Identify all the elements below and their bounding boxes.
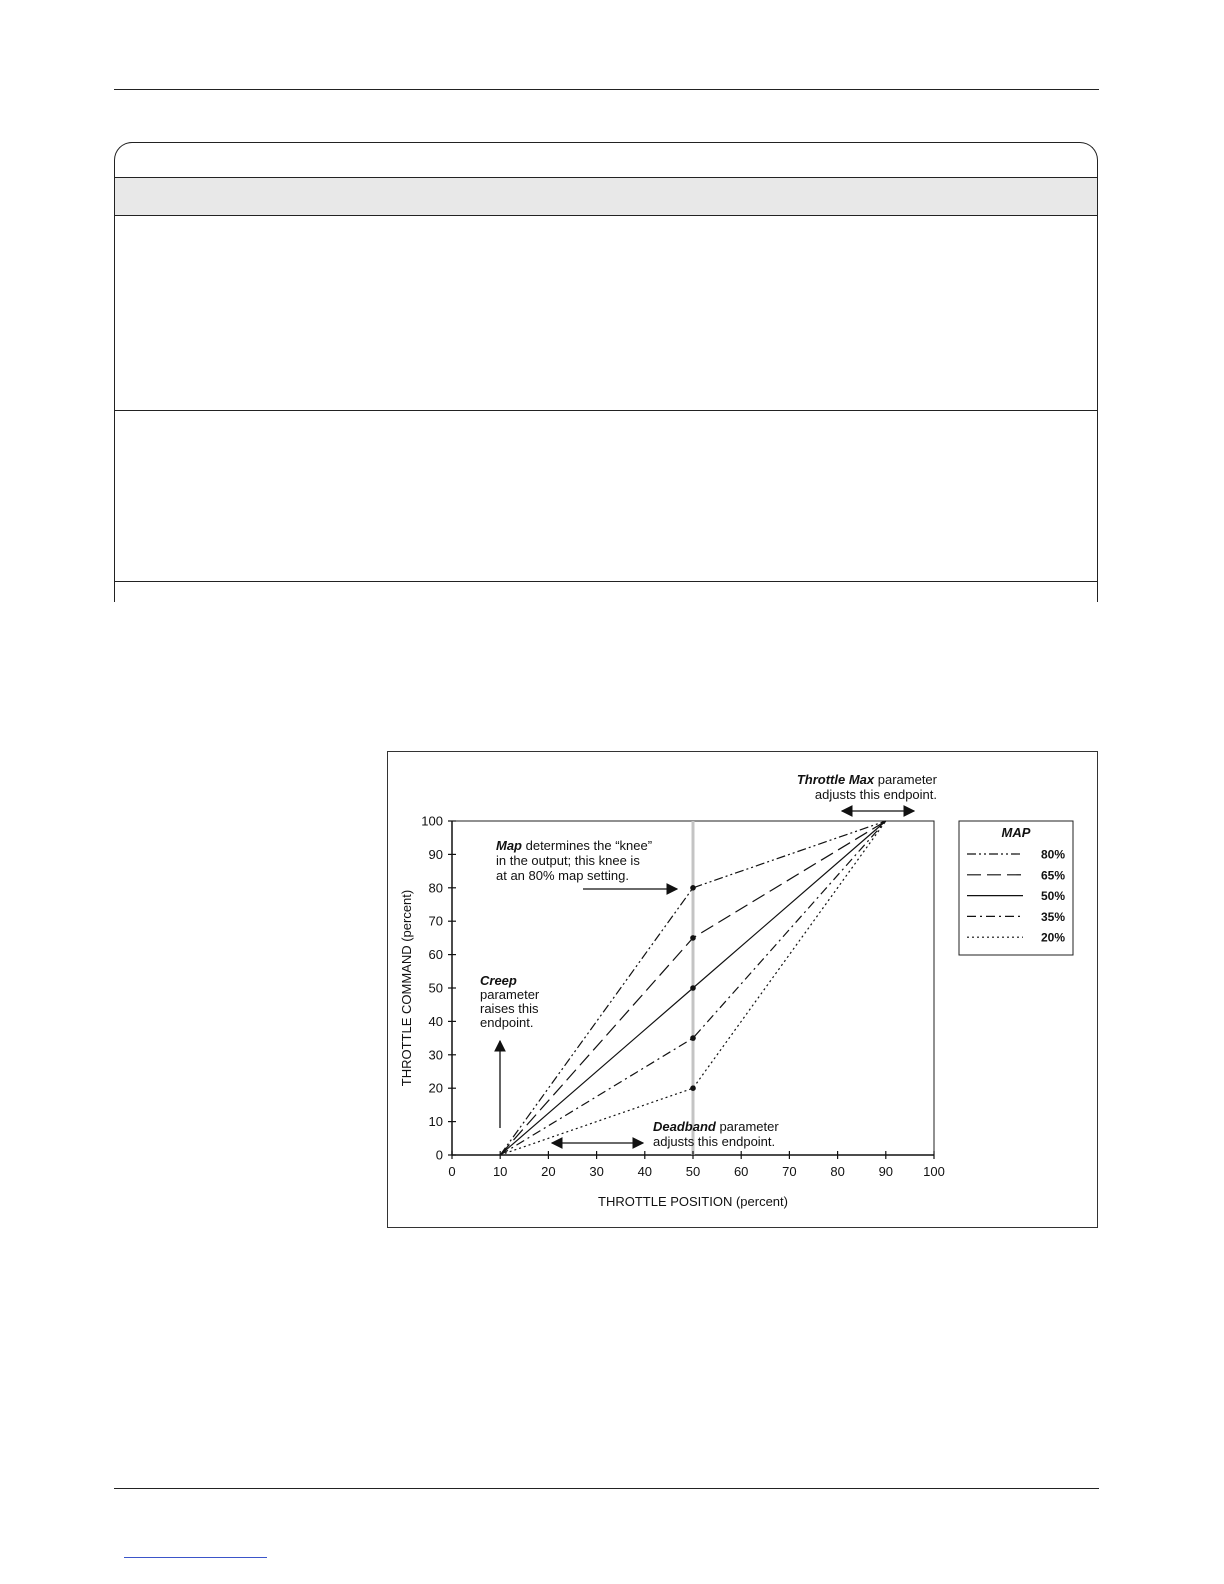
legend-title: MAP	[1001, 825, 1031, 840]
map-annotation-line1: Map determines the “knee”	[496, 838, 653, 853]
x-tick-label: 10	[492, 1164, 508, 1179]
knee-point-20pct	[690, 1085, 696, 1091]
bottom-rule	[114, 1488, 1099, 1489]
x-tick-label: 80	[830, 1164, 845, 1179]
x-tick-label: 70	[782, 1164, 797, 1179]
top-rule	[114, 89, 1099, 90]
knee-point-35pct	[690, 1035, 696, 1041]
y-axis-title: THROTTLE COMMAND (percent)	[399, 889, 414, 1087]
y-tick-label: 40	[428, 1013, 443, 1029]
y-tick-label: 30	[428, 1047, 443, 1063]
y-tick-label: 60	[428, 947, 443, 963]
table-row-divider-1	[115, 410, 1097, 411]
map-annotation-line3: at an 80% map setting.	[496, 868, 629, 883]
legend-label-50pct: 50%	[1040, 889, 1065, 904]
x-tick-label: 20	[541, 1164, 556, 1179]
x-tick-label: 50	[685, 1164, 701, 1179]
knee-point-65pct	[690, 935, 696, 941]
table-header-row	[115, 177, 1097, 216]
y-tick-label: 90	[428, 846, 443, 862]
creep-annotation-line1: Creep	[480, 973, 517, 988]
legend-label-80pct: 80%	[1040, 847, 1065, 862]
x-tick-label: 100	[923, 1164, 945, 1179]
y-tick-label: 10	[428, 1114, 443, 1130]
knee-point-80pct	[690, 885, 696, 891]
y-tick-label: 0	[435, 1147, 443, 1163]
creep-annotation-line2: parameter	[480, 987, 540, 1002]
x-tick-label: 90	[878, 1164, 894, 1179]
knee-point-50pct	[690, 985, 696, 991]
creep-annotation-line3: raises this	[480, 1001, 539, 1016]
x-tick-label: 30	[589, 1164, 604, 1179]
legend-label-35pct: 35%	[1040, 909, 1065, 924]
y-tick-label: 70	[428, 913, 443, 929]
throttle-max-annotation-line2: adjusts this endpoint.	[814, 787, 937, 802]
creep-annotation-line4: endpoint.	[480, 1015, 534, 1030]
y-tick-label: 50	[428, 980, 443, 996]
legend-label-65pct: 65%	[1040, 868, 1065, 883]
y-tick-label: 100	[421, 813, 443, 829]
x-axis-title: THROTTLE POSITION (percent)	[598, 1194, 788, 1209]
map-annotation-line2: in the output; this knee is	[496, 853, 640, 868]
throttle-max-annotation-line1: Throttle Max parameter	[796, 772, 937, 787]
x-tick-label: 0	[448, 1164, 456, 1179]
deadband-annotation-line1: Deadband parameter	[653, 1119, 779, 1134]
footer-link-underline	[124, 1557, 267, 1558]
throttle-map-chart	[387, 751, 1098, 1228]
deadband-annotation-line2: adjusts this endpoint.	[653, 1134, 776, 1149]
header-table	[114, 142, 1098, 602]
legend-label-20pct: 20%	[1040, 930, 1065, 945]
table-row-divider-2	[115, 581, 1097, 582]
x-tick-label: 40	[637, 1164, 653, 1179]
y-tick-label: 80	[428, 880, 443, 896]
y-tick-label: 20	[428, 1080, 443, 1096]
x-tick-label: 60	[733, 1164, 749, 1179]
